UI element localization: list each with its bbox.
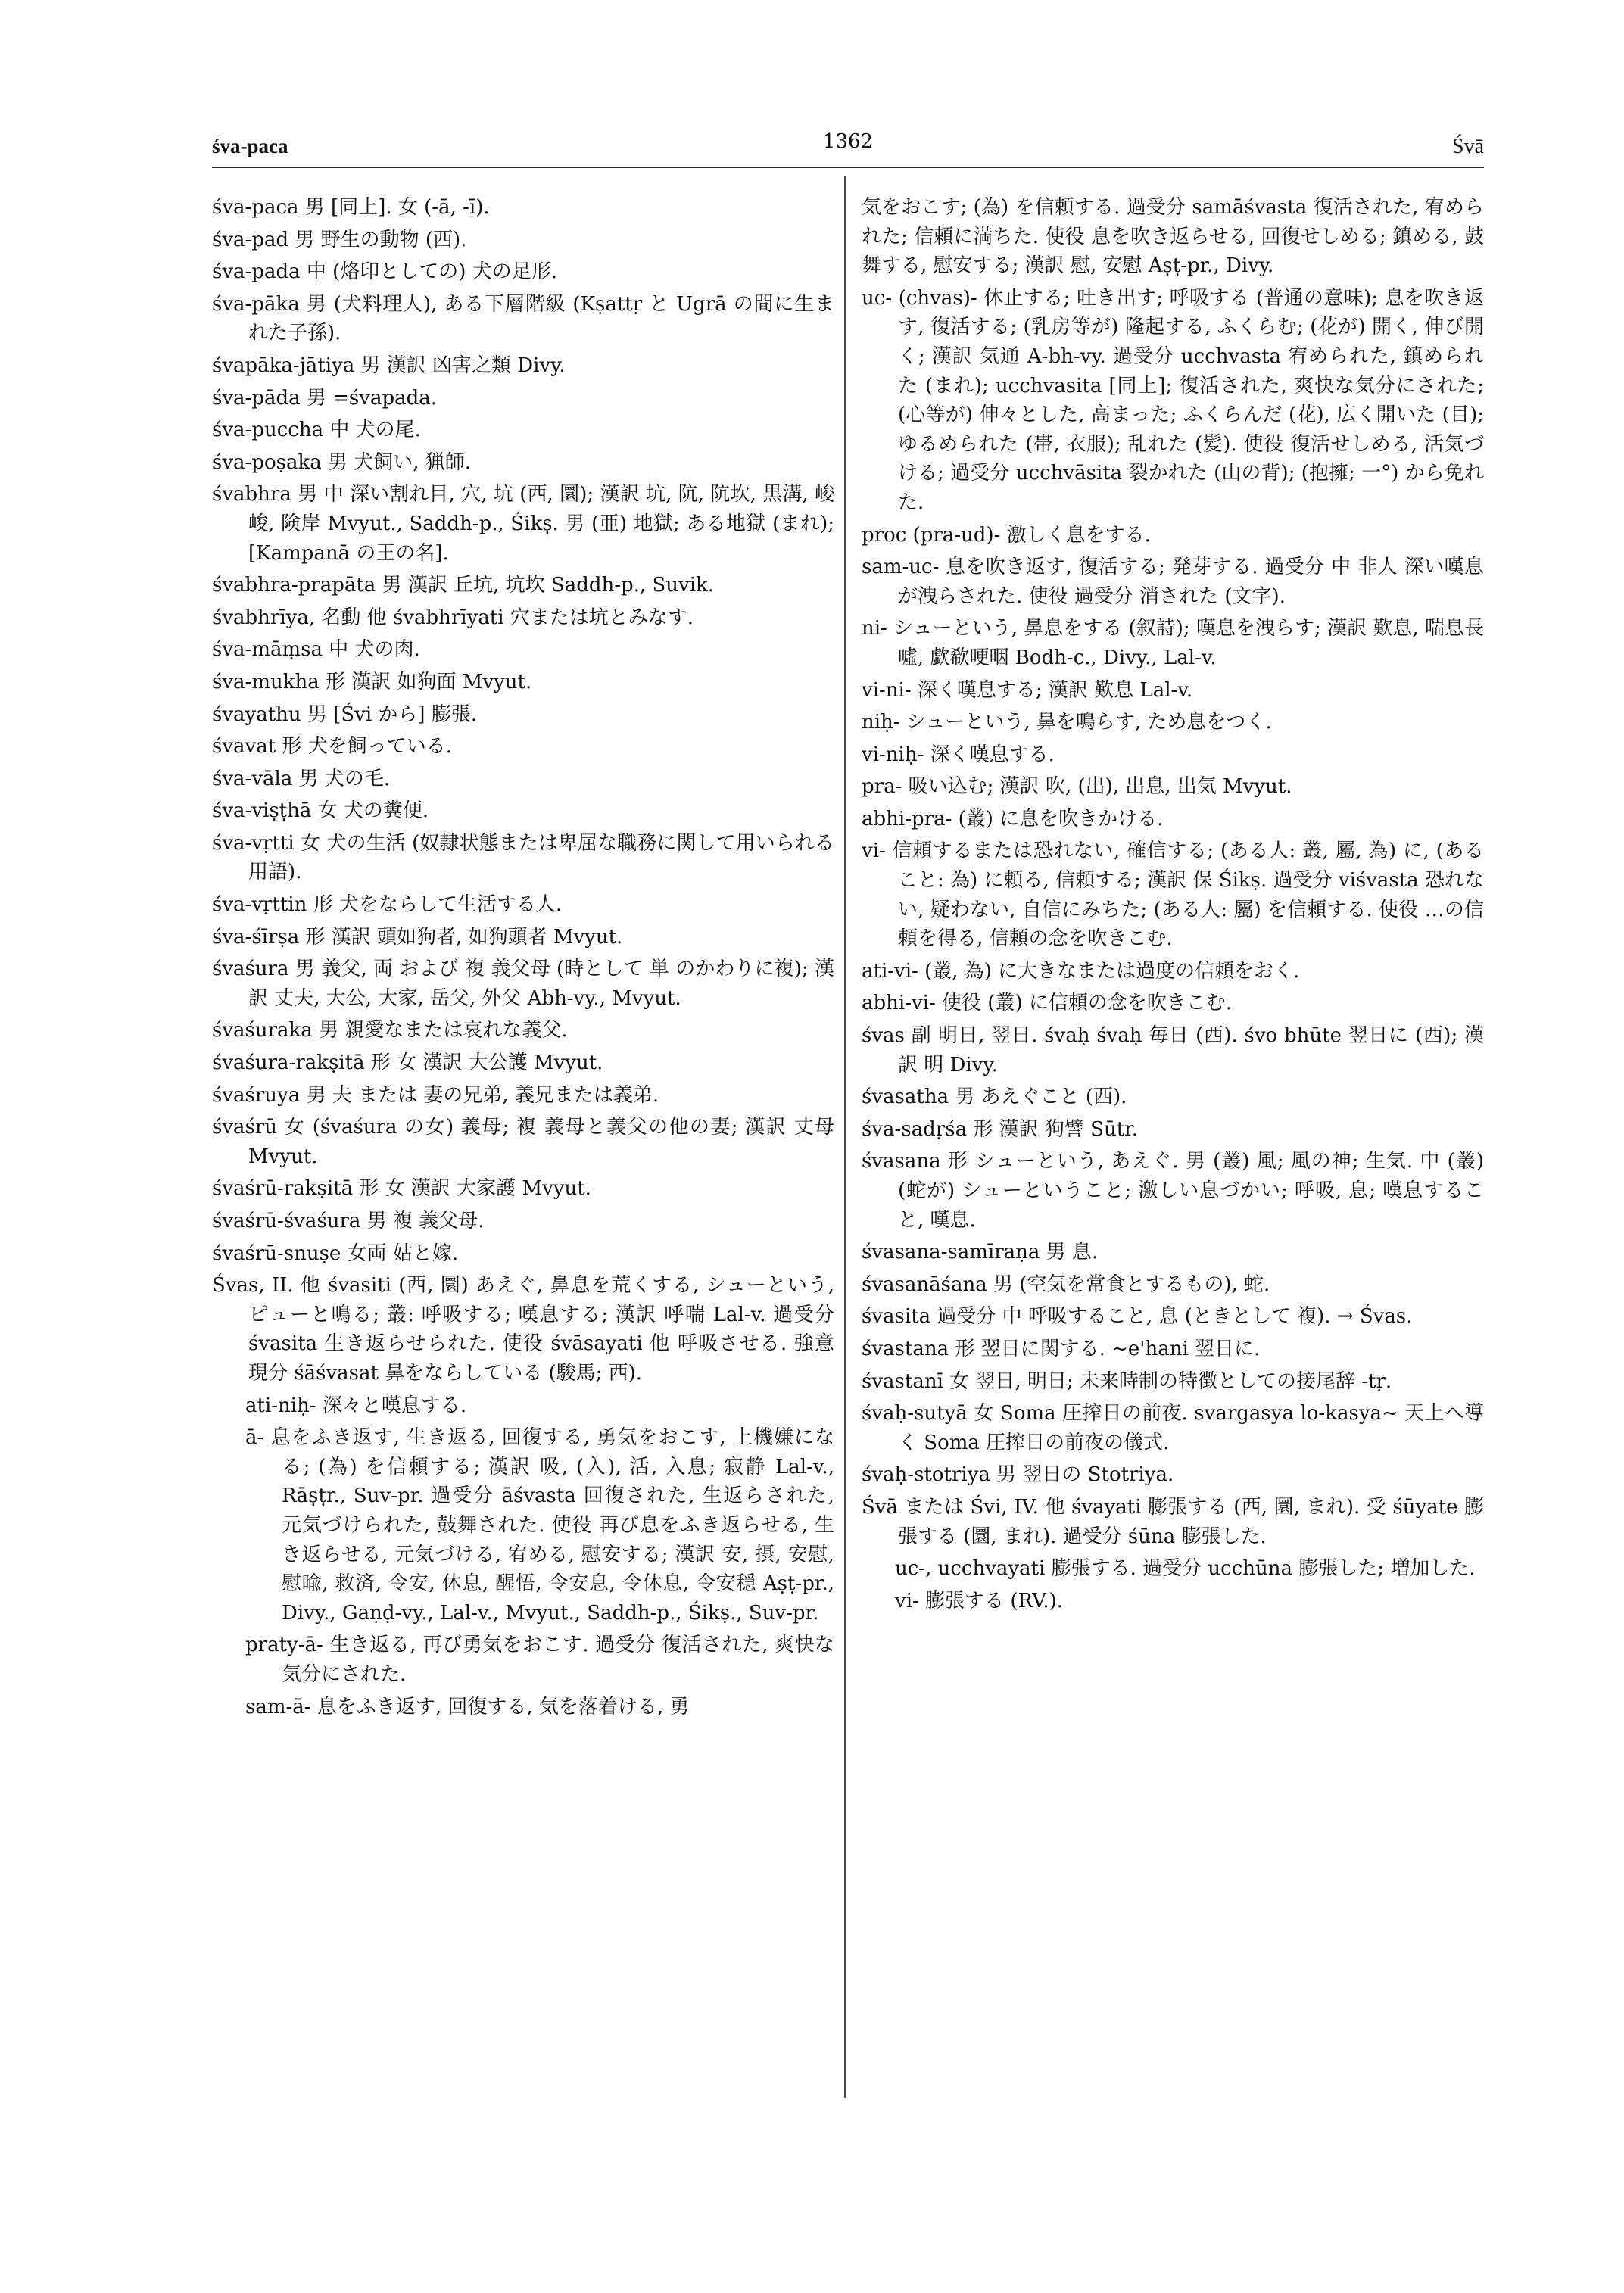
dictionary-entry: śva-māṃsa 中 犬の肉.: [212, 638, 420, 662]
dictionary-entry: śvaḥ-sutyā 女 Soma 圧搾日の前夜. svargasya lo-kasya~ 天上へ導く Soma 圧搾日の前夜の儀式.: [862, 1402, 1484, 1454]
dictionary-entry: 気をおこす; (為) を信頼する. 過受分 samāśvasta 復活された, 宥められた; 信頼に満ちた. 使役 息を吹き返らせる, 回復せしめる; 鎮める, 鼓舞する, 慰安する; 漢訳 慰, 安慰 Aṣṭ-pr., Divy.: [862, 196, 1484, 278]
dictionary-entry: vi- 膨張する (RV.).: [895, 1589, 1064, 1612]
dictionary-entry: śvastana 形 翌日に関する. ~e'hani 翌日に.: [862, 1337, 1261, 1360]
dictionary-entry: praty-ā- 生き返る, 再び勇気をおこす. 過受分 復活された, 爽快な気分にされた.: [245, 1634, 834, 1686]
dictionary-entry: śvaśrū 女 (śvaśura の女) 義母; 複 義母と義父の他の妻; 漢訳 丈母 Mvyut.: [212, 1116, 834, 1168]
dictionary-entry: śvasana 形 シューという, あえぐ. 男 (叢) 風; 風の神; 生気. 中 (叢) (蛇が) シューということ; 激しい息づかい; 呼吸, 息; 嘆息すること, 嘆息.: [862, 1150, 1484, 1232]
dictionary-entry: abhi-vi- 使役 (叢) に信頼の念を吹きこむ.: [862, 992, 1233, 1015]
dictionary-entry: śva-vāla 男 犬の毛.: [212, 767, 391, 790]
right-column: [862, 193, 1484, 2101]
dictionary-entry: śva-śīrṣa 形 漢訳 頭如狗者, 如狗頭者 Mvyut.: [212, 925, 623, 949]
header-right-guideword: Śvā: [1452, 135, 1484, 158]
dictionary-entry: ni- シューという, 鼻息をする (叙詩); 嘆息を洩らす; 漢訳 歎息, 喘息長噓, 歔欷哽咽 Bodh-c., Divy., Lal-v.: [862, 617, 1484, 669]
dictionary-entry: śvaśrū-rakṣitā 形 女 漢訳 大家護 Mvyut.: [212, 1177, 591, 1201]
dictionary-entry: ati-niḥ- 深々と嘆息する.: [245, 1394, 467, 1417]
dictionary-entry: proc (pra-ud)- 激しく息をする.: [862, 523, 1151, 547]
dictionary-entry: pra- 吸い込む; 漢訳 吹, (出), 出息, 出気 Mvyut.: [862, 775, 1292, 799]
dictionary-entry: śva-viṣṭhā 女 犬の糞便.: [212, 799, 429, 823]
dictionary-entry: śvayathu 男 [Śvi から] 膨張.: [212, 703, 478, 726]
dictionary-entry: sam-ā- 息をふき返す, 回復する, 気を落着ける, 勇: [245, 1695, 690, 1718]
dictionary-entry: śva-pada 中 (烙印としての) 犬の足形.: [212, 260, 557, 284]
left-column: [212, 193, 834, 2101]
dictionary-entry: abhi-pra- (叢) に息を吹きかける.: [862, 807, 1164, 830]
dictionary-entry: uc-, ucchvayati 膨張する. 過受分 ucchūna 膨張した; 増加した.: [895, 1557, 1476, 1581]
header-rule: [212, 167, 1484, 168]
dictionary-entry: vi- 信頼するまたは恐れない, 確信する; (ある人: 叢, 屬, 為) に, (あること: 為) に頼る, 信頼する; 漢訳 保 Śikṣ. 過受分 viśvasta 恐れない, 疑わない, 自信にみちた; (ある人: 屬) を信頼する. 使役 …の信頼を得る, 信頼の念を吹きこむ.: [862, 840, 1484, 951]
dictionary-entry: śvaśrū-śvaśura 男 複 義父母.: [212, 1210, 485, 1232]
dictionary-entry: śvasana-samīraṇa 男 息.: [862, 1241, 1099, 1264]
dictionary-entry: śvastanī 女 翌日, 明日; 未来時制の特徴としての接尾辞 -tṛ.: [862, 1369, 1392, 1393]
dictionary-entry: vi-ni- 深く嘆息する; 漢訳 歎息 Lal-v.: [862, 678, 1193, 702]
dictionary-entry: śvasita 過受分 中 呼吸すること, 息 (ときとして 複). → Śvas.: [862, 1305, 1413, 1329]
page-number: 1362: [822, 130, 874, 153]
dictionary-entry: sam-uc- 息を吹き返す, 復活する; 発芽する. 過受分 中 非人 深い嘆息が洩らされた. 使役 過受分 消された (文字).: [862, 556, 1484, 608]
dictionary-entry: śvavat 形 犬を飼っている.: [212, 735, 452, 759]
dictionary-entry: śva-mukha 形 漢訳 如狗面 Mvyut.: [212, 670, 532, 693]
dictionary-entry: śva-pad 男 野生の動物 (西).: [212, 228, 467, 251]
dictionary-entry: śvaśrū-snuṣe 女両 姑と嫁.: [212, 1242, 459, 1265]
header-left-guideword: śva-paca: [212, 135, 288, 157]
dictionary-entry: śvaśuraka 男 親愛なまたは哀れな義父.: [212, 1019, 568, 1042]
dictionary-entry: śvasanāśana 男 (空気を常食とするもの), 蛇.: [862, 1273, 1270, 1296]
dictionary-entry: śvaḥ-stotriya 男 翌日の Stotriya.: [862, 1463, 1174, 1487]
dictionary-entry: ā- 息をふき返す, 生き返る, 回復する, 勇気をおこす, 上機嫌になる; (為) を信頼する; 漢訳 吸, (入), 活, 入息; 寂静 Lal-v., Rāṣṭr., Suv-pr. 過受分 āśvasta 回復された, 生返らされた, 元気づけられた, 鼓舞された. 使役 再び息をふき返らせる, 生き返らせる, 元気づける, 宥める, 慰安する; 漢訳 安, 摂, 安慰, 慰喩, 救済, 令安, 休息, 醒悟, 令安息, 令休息, 令安穏 Aṣṭ-pr., Divy., Gaṇḍ-vy., Lal-v., Mvyut., Saddh-p., Śikṣ., Suv-pr.: [245, 1426, 834, 1625]
dictionary-entry: śva-paca 男 [同上]. 女 (-ā, -ī).: [212, 196, 490, 219]
dictionary-entry: śva-vṛttin 形 犬をならして生活する人.: [212, 893, 563, 917]
dictionary-entry: uc- (chvas)- 休止する; 吐き出す; 呼吸する (普通の意味); 息を吹き返す, 復活する; (乳房等が) 隆起する, ふくらむ; (花が) 開く, 伸び開く; 漢訳 気通 A-bh-vy. 過受分 ucchvasta 宥められた, 鎮められた (まれ); ucchvasita [同上]; 復活された, 爽快な気分にされた; (心等が) 伸々とした, 高まった; ふくらんだ (花), 広く開いた (目); ゆるめられた (帯, 衣服); 乱れた (髪). 使役 復活せしめる, 活気づける; 過受分 ucchvāsita 裂かれた (山の背); (抱擁; 一°) から免れた.: [862, 286, 1484, 514]
dictionary-entry: śva-poṣaka 男 犬飼い, 猟師.: [212, 450, 472, 474]
dictionary-entry: śva-puccha 中 犬の尾.: [212, 419, 421, 442]
dictionary-entry: śvabhra 男 中 深い割れ目, 穴, 坑 (西, 圜); 漢訳 坑, 阬, 阬坎, 黒溝, 峻峻, 険岸 Mvyut., Saddh-p., Śikṣ. 男 (亜) 地獄; ある地獄 (まれ); [Kampanā の王の名].: [212, 483, 834, 565]
dictionary-entry: ati-vi- (叢, 為) に大きなまたは過度の信頼をおく.: [862, 959, 1300, 983]
dictionary-entry: śvaśura 男 義父, 両 および 複 義父母 (時として 単 のかわりに複); 漢訳 丈夫, 大公, 大家, 岳父, 外父 Abh-vy., Mvyut.: [212, 958, 834, 1010]
dictionary-entry: śvabhra-prapāta 男 漢訳 丘坑, 坑坎 Saddh-p., Suvik.: [212, 574, 715, 597]
dictionary-entry: śvasatha 男 あえぐこと (西).: [862, 1086, 1127, 1109]
dictionary-entry: śvabhrīya, 名動 他 śvabhrīyati 穴または坑とみなす.: [212, 606, 694, 629]
dictionary-entry: śva-pāka 男 (犬料理人), ある下層階級 (Kṣattṛ と Ugrā の間に生まれた子孫).: [212, 292, 834, 345]
dictionary-entry: śvapāka-jātiya 男 漢訳 凶害之類 Divy.: [212, 354, 566, 377]
dictionary-entry: niḥ- シューという, 鼻を鳴らす, ため息をつく.: [862, 711, 1272, 734]
dictionary-entry: śva-vṛtti 女 犬の生活 (奴隷状態または卑屈な職務に関して用いられる用語).: [212, 831, 834, 884]
dictionary-entry: Śvā または Śvi, IV. 他 śvayati 膨張する (西, 圜, まれ). 受 śūyate 膨張する (圜, まれ). 過受分 śūna 膨張した.: [862, 1495, 1484, 1548]
dictionary-entry: Śvas, II. 他 śvasiti (西, 圜) あえぐ, 鼻息を荒くする, シューという, ピューと鳴る; 叢: 呼吸する; 嘆息する; 漢訳 呼喘 Lal-v. 過受分 śvasita 生き返らせられた. 使役 śvāsayati 他 呼吸させる. 強意 現分 śāśvasat 鼻をならしている (駿馬; 西).: [212, 1274, 834, 1385]
dictionary-entry: śva-sadṛśa 形 漢訳 狗譬 Sūtr.: [862, 1117, 1138, 1141]
column-divider: [844, 176, 846, 2098]
dictionary-entry: śvaśruya 男 夫 または 妻の兄弟, 義兄または義弟.: [212, 1083, 659, 1107]
dictionary-entry: vi-niḥ- 深く嘆息する.: [862, 743, 1055, 766]
dictionary-entry: śvas 副 明日, 翌日. śvaḥ śvaḥ 毎日 (西). śvo bhūte 翌日に (西); 漢訳 明 Divy.: [862, 1024, 1484, 1076]
dictionary-entry: śvaśura-rakṣitā 形 女 漢訳 大公護 Mvyut.: [212, 1051, 603, 1075]
dictionary-entry: śva-pāda 男 =śvapada.: [212, 386, 438, 410]
